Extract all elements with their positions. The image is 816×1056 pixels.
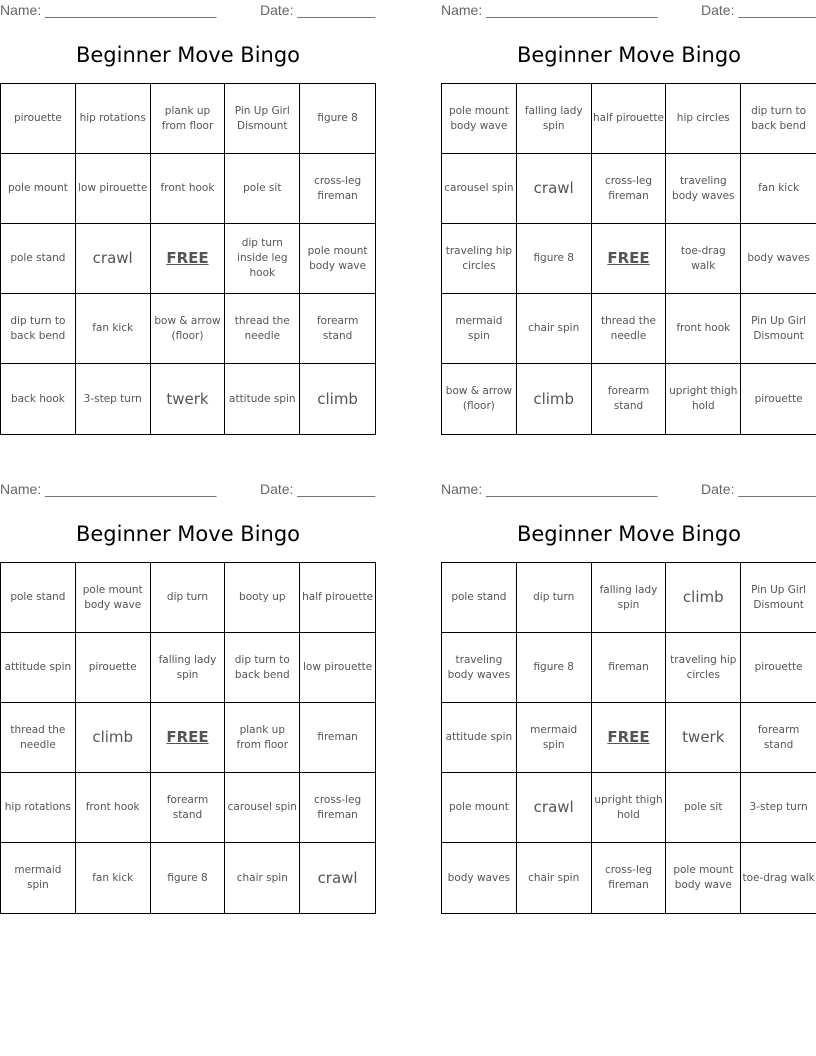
bingo-cell: twerk (151, 364, 226, 434)
bingo-cell: thread the needle (1, 703, 76, 773)
bingo-cell: Pin Up Girl Dismount (225, 84, 300, 154)
name-field: Name: ______________________ (441, 481, 658, 497)
name-field: Name: ______________________ (441, 2, 658, 18)
bingo-cell: climb (666, 563, 741, 633)
bingo-cell: fireman (592, 633, 667, 703)
bingo-cell: figure 8 (300, 84, 375, 154)
bingo-cell: pole mount body wave (76, 563, 151, 633)
bingo-cell: hip rotations (76, 84, 151, 154)
bingo-cell: hip circles (666, 84, 741, 154)
bingo-cell: pole sit (666, 773, 741, 843)
bingo-cell: pole mount body wave (666, 843, 741, 913)
bingo-cell: 3-step turn (76, 364, 151, 434)
name-date-line (441, 479, 816, 499)
name-date-line (441, 0, 816, 20)
bingo-cell: toe-drag walk (742, 871, 815, 884)
bingo-cell: crawl (317, 868, 358, 887)
card-title: Beginner Move Bingo (516, 522, 742, 546)
bingo-cell: mermaid spin (1, 843, 76, 913)
bingo-cell: upright thigh hold (592, 773, 667, 843)
bingo-cell: Pin Up Girl Dismount (741, 294, 816, 364)
bingo-cell: attitude spin (1, 633, 76, 703)
bingo-cell: booty up (225, 563, 300, 633)
bingo-cell: thread the needle (225, 294, 300, 364)
bingo-cell: toe-drag walk (666, 224, 741, 294)
date-field: Date: __________ (260, 481, 376, 497)
bingo-cell: crawl (517, 154, 592, 224)
bingo-cell: attitude spin (225, 364, 300, 434)
bingo-grid (441, 562, 816, 914)
name-date-line (0, 479, 376, 499)
bingo-cell: dip turn to back bend (741, 84, 816, 154)
date-field: Date: __________ (260, 2, 376, 18)
bingo-cell: climb (517, 364, 592, 434)
bingo-cell: mermaid spin (442, 294, 517, 364)
bingo-cell: body waves (442, 843, 517, 913)
bingo-cell: pirouette (741, 633, 816, 703)
bingo-cell: hip rotations (1, 773, 76, 843)
bingo-cell: fan kick (76, 294, 151, 364)
bingo-cell: front hook (666, 294, 741, 364)
bingo-cell: low pirouette (300, 633, 375, 703)
bingo-cell: traveling hip circles (666, 633, 741, 703)
bingo-cell: pirouette (754, 392, 803, 405)
bingo-cell: traveling hip circles (442, 224, 517, 294)
bingo-cell: dip turn to back bend (1, 294, 76, 364)
bingo-grid (0, 562, 376, 914)
bingo-cell: plank up from floor (151, 84, 226, 154)
bingo-cell: fan kick (741, 154, 816, 224)
bingo-cell: forearm stand (592, 364, 667, 434)
bingo-cell: dip turn (151, 563, 226, 633)
bingo-cell: thread the needle (592, 294, 667, 364)
bingo-cell: falling lady spin (151, 633, 226, 703)
bingo-cell: forearm stand (151, 773, 226, 843)
bingo-cell: upright thigh hold (666, 364, 741, 434)
bingo-cell: forearm stand (300, 294, 375, 364)
bingo-cell: twerk (666, 703, 741, 773)
bingo-cell: chair spin (517, 843, 592, 913)
bingo-cell: pole mount (1, 154, 76, 224)
free-space: FREE (151, 224, 226, 294)
bingo-cell: cross-leg fireman (592, 843, 667, 913)
bingo-cell: carousel spin (225, 773, 300, 843)
bingo-cell: mermaid spin (517, 703, 592, 773)
bingo-cell: dip turn (517, 563, 592, 633)
bingo-cell: falling lady spin (592, 563, 667, 633)
bingo-cell: 3-step turn (741, 773, 816, 843)
free-space: FREE (592, 224, 667, 294)
bingo-cell: low pirouette (76, 154, 151, 224)
bingo-cell: cross-leg fireman (300, 773, 375, 843)
bingo-cell: dip turn to back bend (225, 633, 300, 703)
bingo-cell: pole sit (225, 154, 300, 224)
bingo-cell: forearm stand (741, 703, 816, 773)
bingo-cell: chair spin (517, 294, 592, 364)
bingo-cell: attitude spin (442, 703, 517, 773)
bingo-cell: crawl (76, 224, 151, 294)
free-space: FREE (592, 703, 667, 773)
card-title: Beginner Move Bingo (516, 43, 742, 67)
bingo-cell: climb (317, 389, 358, 408)
bingo-cell: Pin Up Girl Dismount (741, 563, 816, 633)
bingo-cell: fireman (300, 703, 375, 773)
bingo-cell: climb (76, 703, 151, 773)
bingo-cell: carousel spin (442, 154, 517, 224)
bingo-cell: pirouette (76, 633, 151, 703)
bingo-cell: traveling body waves (666, 154, 741, 224)
bingo-cell: figure 8 (517, 633, 592, 703)
name-field: Name: ______________________ (0, 481, 217, 497)
bingo-cell: front hook (76, 773, 151, 843)
date-field: Date: __________ (701, 2, 816, 18)
bingo-cell: pole stand (1, 224, 76, 294)
date-field: Date: __________ (701, 481, 816, 497)
bingo-cell: pole stand (1, 563, 76, 633)
bingo-cell: back hook (1, 364, 76, 434)
bingo-cell: bow & arrow (floor) (151, 294, 226, 364)
card-title: Beginner Move Bingo (75, 522, 301, 546)
bingo-cell: figure 8 (517, 224, 592, 294)
bingo-cell: half pirouette (592, 84, 667, 154)
free-space: FREE (151, 703, 226, 773)
bingo-cell: pole mount (442, 773, 517, 843)
bingo-cell: bow & arrow (floor) (442, 364, 517, 434)
bingo-cell: body waves (741, 224, 816, 294)
bingo-cell: pole stand (442, 563, 517, 633)
bingo-cell: crawl (517, 773, 592, 843)
bingo-cell: traveling body waves (442, 633, 517, 703)
bingo-cell: half pirouette (300, 563, 375, 633)
bingo-cell: pole mount body wave (300, 224, 375, 294)
bingo-cell: front hook (151, 154, 226, 224)
bingo-cell: chair spin (225, 843, 300, 913)
bingo-cell: falling lady spin (517, 84, 592, 154)
bingo-cell: pole mount body wave (442, 84, 517, 154)
card-title: Beginner Move Bingo (75, 43, 301, 67)
bingo-cell: cross-leg fireman (300, 154, 375, 224)
bingo-cell: plank up from floor (225, 703, 300, 773)
bingo-cell: cross-leg fireman (592, 154, 667, 224)
bingo-cell: fan kick (76, 843, 151, 913)
bingo-cell: dip turn inside leg hook (225, 224, 300, 294)
bingo-cell: figure 8 (151, 843, 226, 913)
bingo-grid (0, 83, 376, 435)
bingo-cell: pirouette (1, 84, 76, 154)
name-date-line (0, 0, 376, 20)
bingo-grid (441, 83, 816, 435)
name-field: Name: ______________________ (0, 2, 217, 18)
